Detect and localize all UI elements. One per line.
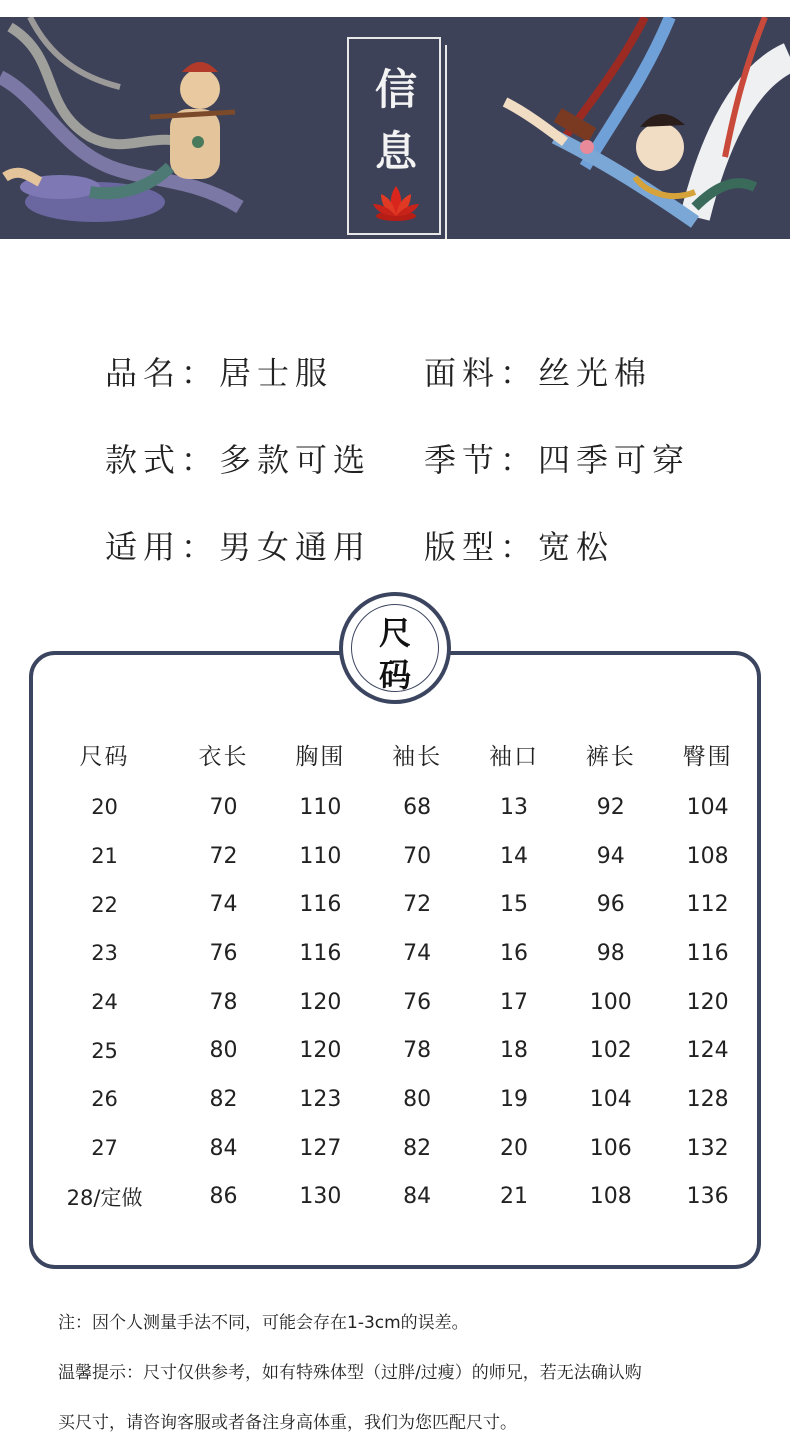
- table-cell: 15: [499, 892, 528, 918]
- table-header-row: [34, 725, 756, 783]
- table-cell: 108: [686, 843, 729, 869]
- column-header: 尺码: [79, 743, 130, 770]
- title-char-1: 信: [374, 65, 417, 114]
- table-cell: 116: [299, 940, 342, 966]
- table-cell: 96: [596, 892, 625, 918]
- table-row: [34, 1124, 756, 1173]
- column-header: 胸围: [295, 743, 346, 770]
- table-cell: 16: [499, 940, 528, 966]
- table-cell: 116: [299, 892, 342, 918]
- table-cell: 74: [209, 892, 238, 918]
- table-cell: 127: [299, 1135, 342, 1161]
- table-cell: 26: [91, 1087, 118, 1112]
- table-cell: 112: [686, 892, 729, 918]
- column-header: 袖长: [392, 743, 443, 770]
- table-cell: 80: [403, 1086, 432, 1112]
- note-tip-line-1: 温馨提示：尺寸仅供参考，如有特殊体型（过胖/过瘦）的师兄，若无法确认购: [58, 1363, 642, 1383]
- table-cell: 13: [499, 794, 528, 820]
- table-row: [34, 880, 756, 929]
- info-value: 居士服: [219, 354, 334, 392]
- table-cell: 130: [299, 1184, 342, 1210]
- table-cell: 20: [499, 1135, 528, 1161]
- column-header: 裤长: [585, 743, 636, 770]
- table-cell: 104: [686, 794, 729, 820]
- info-label: 品名：: [105, 354, 220, 392]
- table-row: [34, 978, 756, 1027]
- table-cell: 84: [209, 1135, 238, 1161]
- table-cell: 86: [209, 1184, 238, 1210]
- info-item-fit-for: [105, 522, 371, 568]
- note-tip-line-2: 买尺寸，请咨询客服或者备注身高体重，我们为您匹配尺寸。: [58, 1413, 517, 1433]
- lotus-icon: [371, 182, 421, 222]
- table-cell: 74: [403, 940, 432, 966]
- table-cell: 94: [596, 843, 625, 869]
- table-cell: 76: [403, 989, 432, 1015]
- table-cell: 108: [589, 1184, 632, 1210]
- table-cell: 82: [403, 1135, 432, 1161]
- info-item-fabric: [424, 348, 652, 394]
- column-header: 衣长: [198, 743, 249, 770]
- badge-char-2: 码: [378, 656, 411, 694]
- table-row: [34, 1173, 756, 1222]
- table-cell: 27: [91, 1136, 118, 1161]
- title-char-2: 息: [374, 127, 417, 176]
- table-cell: 116: [686, 940, 729, 966]
- table-cell: 132: [686, 1135, 729, 1161]
- table-cell: 110: [299, 843, 342, 869]
- top-strip: [0, 0, 790, 17]
- table-cell: 72: [403, 892, 432, 918]
- table-cell: 21: [91, 844, 118, 869]
- info-value: 宽松: [538, 528, 615, 566]
- table-cell: 124: [686, 1038, 729, 1064]
- table-cell: 18: [499, 1038, 528, 1064]
- table-row: [34, 929, 756, 978]
- table-cell: 17: [499, 989, 528, 1015]
- table-cell: 20: [91, 795, 118, 820]
- info-value: 丝光棉: [538, 354, 653, 392]
- size-table: [34, 725, 756, 1221]
- info-value: 多款可选: [219, 441, 372, 479]
- info-label: 季节：: [424, 441, 539, 479]
- table-cell: 25: [91, 1038, 118, 1063]
- flying-apsara-right-illustration: [495, 17, 790, 239]
- table-cell: 136: [686, 1184, 729, 1210]
- table-cell: 102: [589, 1038, 632, 1064]
- table-cell: 23: [91, 941, 118, 966]
- table-cell: 110: [299, 794, 342, 820]
- info-item-cut: [424, 522, 614, 568]
- table-cell: 84: [403, 1184, 432, 1210]
- table-cell: 70: [209, 794, 238, 820]
- info-label: 适用：: [105, 528, 220, 566]
- column-header: 臀围: [682, 743, 733, 770]
- table-cell: 123: [299, 1086, 342, 1112]
- table-cell: 78: [403, 1038, 432, 1064]
- info-item-name: [105, 348, 333, 394]
- info-label: 版型：: [424, 528, 539, 566]
- info-value: 四季可穿: [538, 441, 691, 479]
- table-cell: 14: [499, 843, 528, 869]
- table-cell: 120: [686, 989, 729, 1015]
- size-badge: [339, 592, 451, 704]
- table-cell: 80: [209, 1038, 238, 1064]
- table-cell: 22: [91, 892, 118, 917]
- table-cell: 72: [209, 843, 238, 869]
- table-cell: 104: [589, 1086, 632, 1112]
- table-row: [34, 783, 756, 832]
- table-row: [34, 832, 756, 881]
- info-item-season: [424, 435, 690, 481]
- table-cell: 70: [403, 843, 432, 869]
- info-item-style: [105, 435, 371, 481]
- flying-apsara-left-illustration: [0, 17, 270, 239]
- note-measurement-error: 注：因个人测量手法不同，可能会存在1-3cm的误差。: [58, 1313, 469, 1333]
- table-cell: 106: [589, 1135, 632, 1161]
- info-value: 男女通用: [219, 528, 372, 566]
- table-cell: 120: [299, 1038, 342, 1064]
- badge-char-1: 尺: [378, 614, 411, 652]
- table-row: [34, 1075, 756, 1124]
- info-title-frame: [347, 37, 441, 235]
- table-cell: 98: [596, 940, 625, 966]
- column-header: 袖口: [488, 743, 539, 770]
- table-cell: 28/定做: [66, 1185, 143, 1210]
- info-label: 面料：: [424, 354, 539, 392]
- info-label: 款式：: [105, 441, 220, 479]
- table-cell: 68: [403, 794, 432, 820]
- table-cell: 21: [499, 1184, 528, 1210]
- table-cell: 78: [209, 989, 238, 1015]
- table-cell: 24: [91, 990, 118, 1015]
- table-cell: 19: [499, 1086, 528, 1112]
- table-row: [34, 1026, 756, 1075]
- table-cell: 82: [209, 1086, 238, 1112]
- size-table-body: [34, 783, 756, 1221]
- table-cell: 76: [209, 940, 238, 966]
- header-banner: [0, 17, 790, 239]
- table-cell: 128: [686, 1086, 729, 1112]
- table-cell: 100: [589, 989, 632, 1015]
- table-cell: 120: [299, 989, 342, 1015]
- table-cell: 92: [596, 794, 625, 820]
